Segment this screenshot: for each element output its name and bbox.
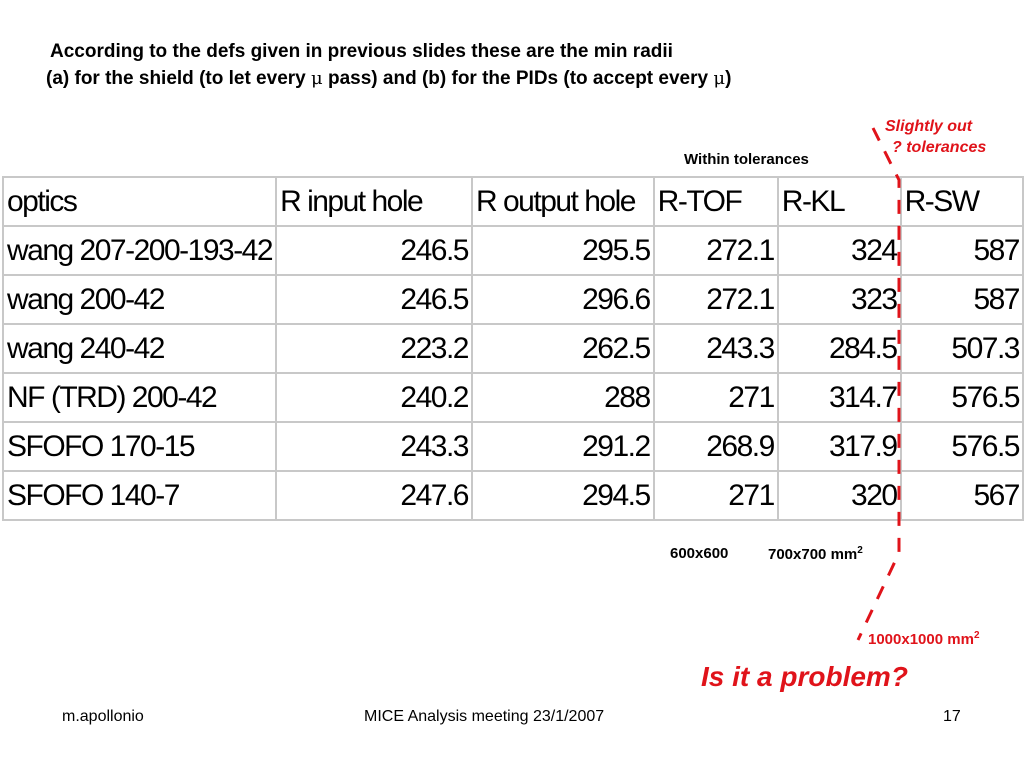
column-header: optics — [3, 177, 276, 226]
column-header: R input hole — [276, 177, 472, 226]
value-cell: 507.3 — [901, 324, 1023, 373]
column-header: R-KL — [778, 177, 901, 226]
value-cell: 246.5 — [276, 226, 472, 275]
value-cell: 272.1 — [654, 275, 778, 324]
value-cell: 223.2 — [276, 324, 472, 373]
value-cell: 284.5 — [778, 324, 901, 373]
value-cell: 243.3 — [654, 324, 778, 373]
value-cell: 320 — [778, 471, 901, 520]
slightly-out-label: Slightly out ? tolerances — [885, 118, 987, 156]
problem-question: Is it a problem? — [701, 661, 908, 692]
value-cell: 296.6 — [472, 275, 654, 324]
value-cell: 576.5 — [901, 422, 1023, 471]
optics-name-cell: wang 207-200-193-42 — [3, 226, 276, 275]
column-header: R output hole — [472, 177, 654, 226]
title-line-1: According to the defs given in previous slides these are the min radii — [50, 41, 673, 62]
mu-symbol: μ — [713, 68, 726, 89]
optics-name-cell: NF (TRD) 200-42 — [3, 373, 276, 422]
value-cell: 323 — [778, 275, 901, 324]
column-header: R-TOF — [654, 177, 778, 226]
value-cell: 576.5 — [901, 373, 1023, 422]
value-cell: 324 — [778, 226, 901, 275]
within-tolerances-label: Within tolerances — [684, 151, 809, 168]
value-cell: 246.5 — [276, 275, 472, 324]
title-line-2: (a) for the shield (to let every μ pass) and (b) for the PIDs (to accept every μ) — [46, 68, 732, 89]
value-cell: 243.3 — [276, 422, 472, 471]
size-1000-label: 1000x1000 $mm^2$ — [868, 630, 980, 648]
value-cell: 314.7 — [778, 373, 901, 422]
value-cell: 294.5 — [472, 471, 654, 520]
tolerance-dashed-line — [858, 128, 899, 640]
optics-name-cell: SFOFO 140-7 — [3, 471, 276, 520]
size-600-label: 600x600 — [670, 545, 729, 562]
footer-meeting: MICE Analysis meeting 23/1/2007 — [364, 708, 605, 725]
footer-page-number: 17 — [943, 708, 961, 725]
optics-name-cell: wang 240-42 — [3, 324, 276, 373]
value-cell: 587 — [901, 275, 1023, 324]
value-cell: 291.2 — [472, 422, 654, 471]
value-cell: 271 — [654, 373, 778, 422]
value-cell: 240.2 — [276, 373, 472, 422]
column-header: R-SW — [901, 177, 1023, 226]
footer-author: m.apollonio — [62, 708, 144, 725]
value-cell: 247.6 — [276, 471, 472, 520]
size-700-label: 700x700 $mm^2$ — [768, 545, 863, 563]
value-cell: 272.1 — [654, 226, 778, 275]
value-cell: 271 — [654, 471, 778, 520]
value-cell: 268.9 — [654, 422, 778, 471]
optics-name-cell: SFOFO 170-15 — [3, 422, 276, 471]
value-cell: 567 — [901, 471, 1023, 520]
value-cell: 262.5 — [472, 324, 654, 373]
value-cell: 295.5 — [472, 226, 654, 275]
value-cell: 288 — [472, 373, 654, 422]
mu-symbol: μ — [311, 68, 323, 89]
optics-name-cell: wang 200-42 — [3, 275, 276, 324]
value-cell: 587 — [901, 226, 1023, 275]
value-cell: 317.9 — [778, 422, 901, 471]
